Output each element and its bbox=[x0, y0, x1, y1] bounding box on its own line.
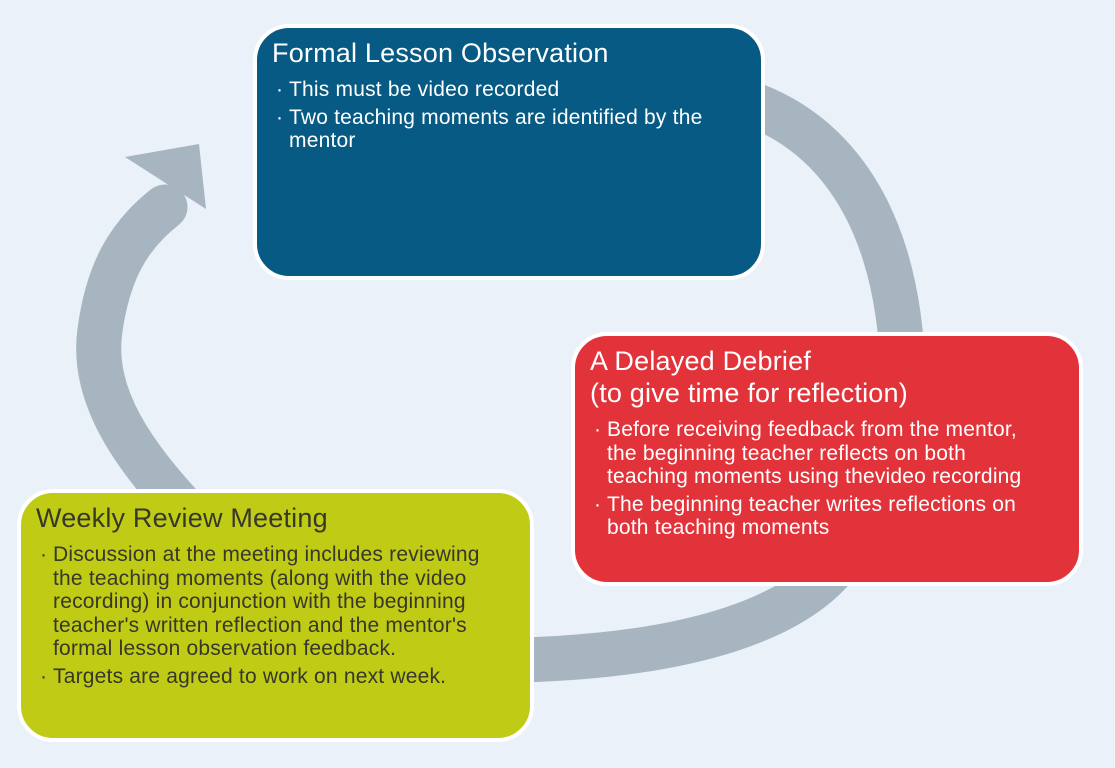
node-formal-lesson-observation bbox=[253, 24, 765, 280]
bullet-marker: · bbox=[594, 492, 602, 516]
bullet-item bbox=[594, 418, 1031, 489]
bullet-marker: · bbox=[40, 664, 48, 688]
bullet-marker: · bbox=[40, 543, 48, 566]
bullet-item bbox=[40, 665, 482, 689]
bullet-item bbox=[40, 543, 482, 661]
bullet-marker: · bbox=[276, 105, 284, 129]
bullet-text: Two teaching moments are identified by the mentor bbox=[289, 105, 703, 152]
bullet-marker: · bbox=[594, 418, 602, 441]
bullet-text: This must be video recorded bbox=[289, 78, 560, 101]
bullet-item bbox=[276, 78, 713, 102]
bullet-text: The beginning teacher writes reflections on both teaching moments bbox=[607, 492, 1016, 539]
node-title: A Delayed Debrief bbox=[590, 346, 812, 376]
node-title: Weekly Review Meeting bbox=[36, 503, 328, 533]
node-title-line2: (to give time for reflection) bbox=[590, 378, 908, 408]
node-delayed-debrief bbox=[571, 332, 1083, 586]
node-title: Formal Lesson Observation bbox=[272, 38, 609, 68]
bullet-text: Discussion at the meeting includes reviewing the teaching moments (along with the video recording) in conjunction with the beginning teacher's written reflection and the mentor's formal lesson observation feedback. bbox=[53, 543, 480, 660]
node-weekly-review-meeting bbox=[17, 489, 534, 742]
bullet-text: Targets are agreed to work on next week. bbox=[53, 664, 447, 688]
arc-green-to-blue bbox=[99, 207, 180, 505]
bullet-item bbox=[594, 493, 1031, 540]
bullet-item bbox=[276, 106, 713, 153]
bullet-text: Before receiving feedback from the mentor, the beginning teacher reflects on both teaching moments using thevideo recording bbox=[607, 418, 1022, 488]
bullet-marker: · bbox=[276, 78, 284, 101]
